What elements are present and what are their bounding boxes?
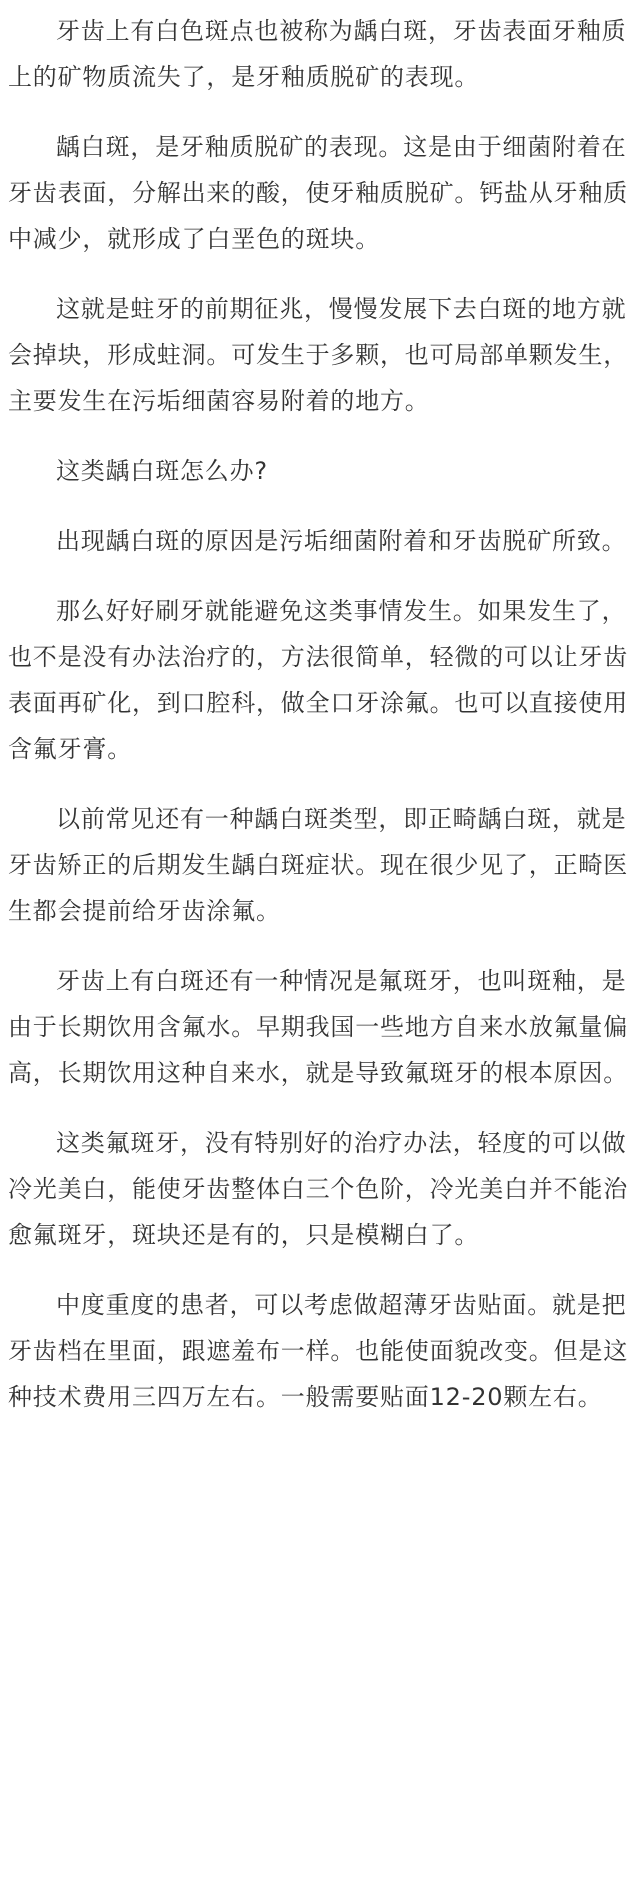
paragraph-orthodontic-white-spot: 以前常见还有一种龋白斑类型，即正畸龋白斑，就是牙齿矫正的后期发生龋白斑症状。现在很少见了，正畸医生都会提前给牙齿涂氟。	[8, 805, 628, 925]
paragraph-root-cause: 出现龋白斑的原因是污垢细菌附着和牙齿脱矿所致。	[56, 527, 627, 555]
paragraph-veneer-treatment: 中度重度的患者，可以考虑做超薄牙齿贴面。就是把牙齿档在里面，跟遮羞布一样。也能使面貌改变。但是这种技术费用三四万左右。一般需要贴面12-20颗左右。	[8, 1291, 628, 1411]
paragraph-what-to-do-question: 这类龋白斑怎么办?	[56, 457, 268, 485]
paragraph-white-spot-definition: 牙齿上有白色斑点也被称为龋白斑，牙齿表面牙釉质上的矿物质流失了，是牙釉质脱矿的表现。	[8, 17, 627, 91]
paragraph-treatment-remineralization: 那么好好刷牙就能避免这类事情发生。如果发生了，也不是没有办法治疗的，方法很简单，轻微的可以让牙齿表面再矿化，到口腔科，做全口牙涂氟。也可以直接使用含氟牙膏。	[8, 597, 628, 763]
paragraph-mild-fluorosis-treatment: 这类氟斑牙，没有特别好的治疗办法，轻度的可以做冷光美白，能使牙齿整体白三个色阶，冷光美白并不能治愈氟斑牙，斑块还是有的，只是模糊白了。	[8, 1129, 628, 1249]
paragraph-demineralization-cause: 龋白斑，是牙釉质脱矿的表现。这是由于细菌附着在牙齿表面，分解出来的酸，使牙釉质脱矿。钙盐从牙釉质中减少，就形成了白垩色的斑块。	[8, 133, 628, 253]
paragraph-fluorosis-cause: 牙齿上有白斑还有一种情况是氟斑牙，也叫斑釉，是由于长期饮用含氟水。早期我国一些地方自来水放氟量偏高，长期饮用这种自来水，就是导致氟斑牙的根本原因。	[8, 967, 628, 1087]
paragraph-cavity-warning: 这就是蛀牙的前期征兆，慢慢发展下去白斑的地方就会掉块，形成蛀洞。可发生于多颗，也可局部单颗发生，主要发生在污垢细菌容易附着的地方。	[8, 295, 628, 415]
